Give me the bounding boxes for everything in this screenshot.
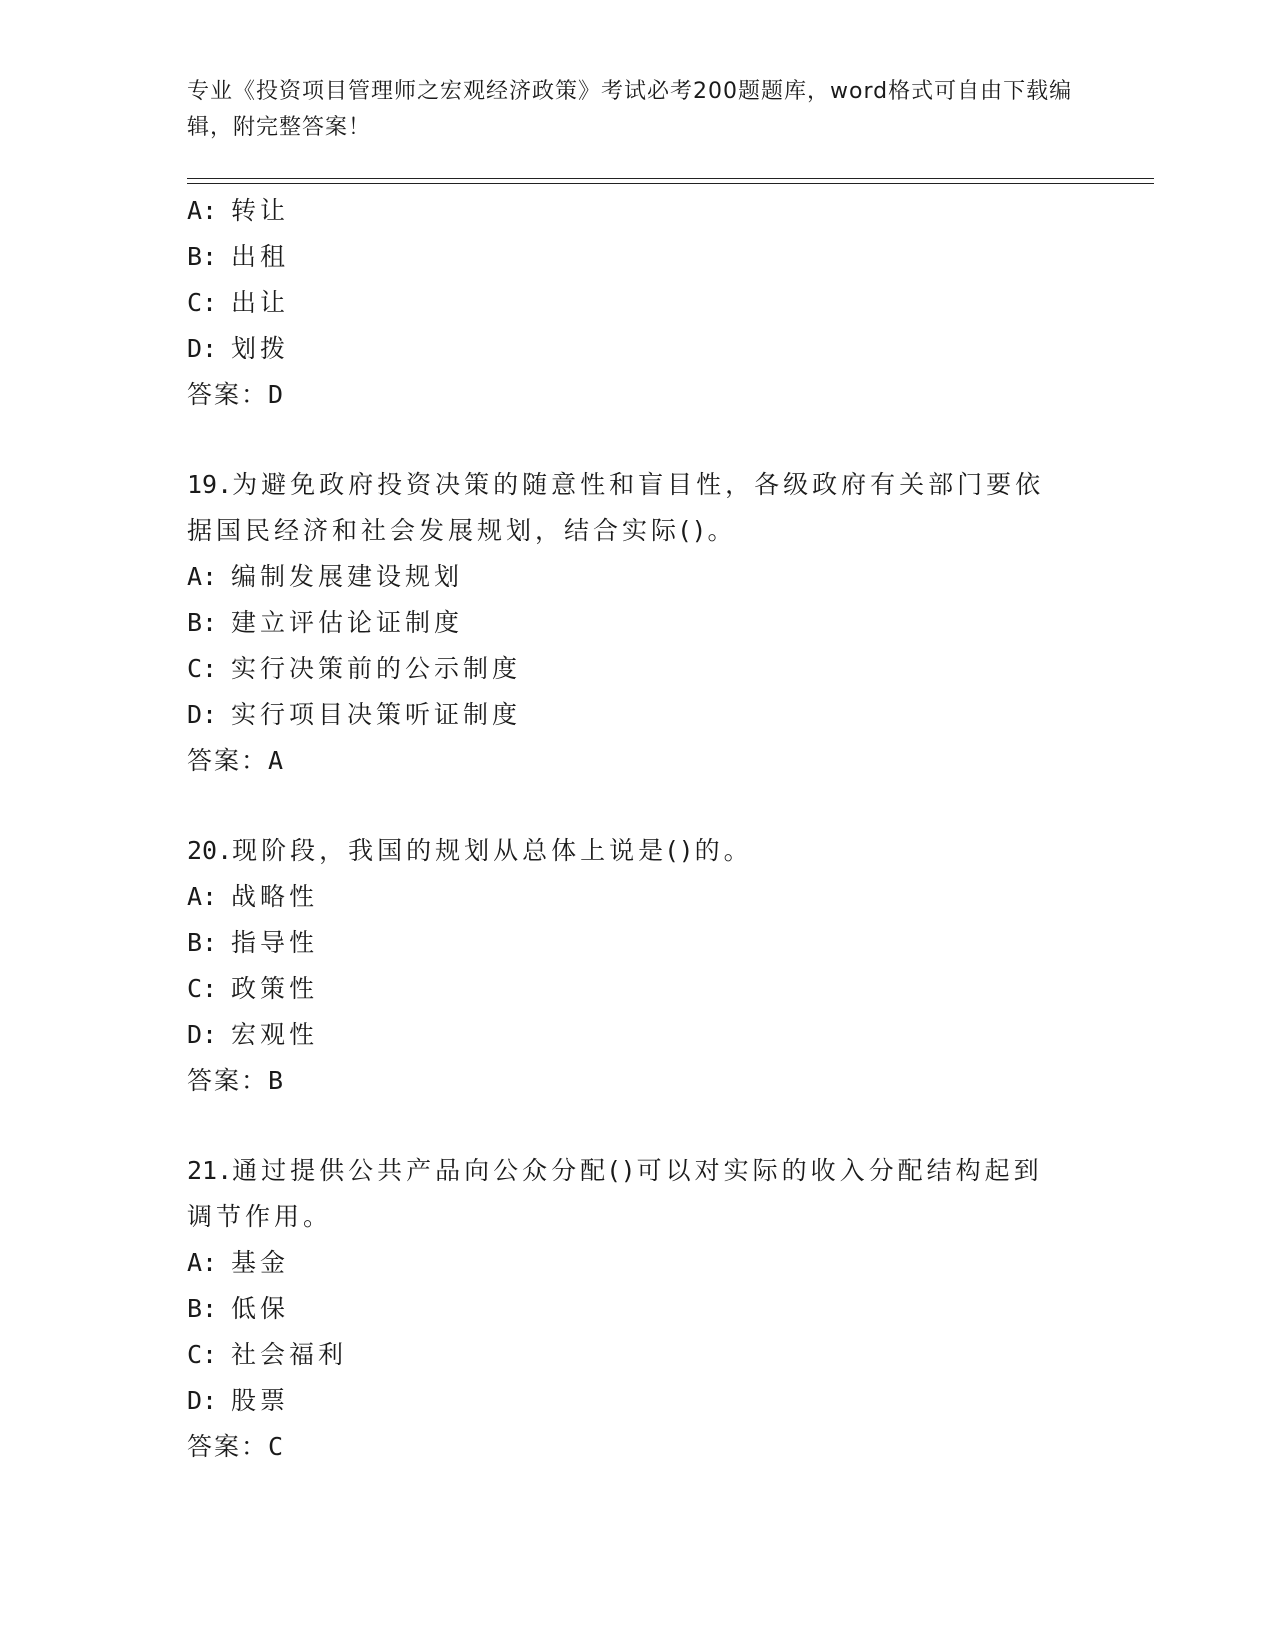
option-c [187,646,1087,692]
option-c [187,280,1087,326]
question-text [187,462,1067,554]
question-18-continued [187,188,1087,418]
option-a [187,1240,1087,1286]
question-number: 21. [187,1156,233,1185]
option-a [187,188,1087,234]
question-number: 20. [187,836,233,865]
option-text: 基金 [231,1248,290,1277]
question-text [187,1148,1067,1240]
answer-label: 答案： [187,746,269,775]
option-text: 低保 [231,1294,290,1323]
question-20 [187,828,1087,1104]
header-divider-top [187,178,1154,179]
option-b [187,1286,1087,1332]
option-d [187,1378,1087,1424]
answer-label: 答案： [187,1432,269,1461]
option-key: B: [187,928,218,957]
option-key: D: [187,700,218,729]
answer-line [187,1424,1087,1470]
option-b [187,234,1087,280]
question-number: 19. [187,470,233,499]
option-key: A: [187,562,218,591]
option-text: 实行决策前的公示制度 [231,654,522,683]
option-key: B: [187,242,218,271]
option-text: 编制发展建设规划 [231,562,464,591]
option-key: D: [187,1020,218,1049]
option-text: 建立评估论证制度 [231,608,464,637]
question-body: 为避免政府投资决策的随意性和盲目性，各级政府有关部门要依据国民经济和社会发展规划，结合实际()。 [187,470,1045,545]
option-key: D: [187,334,218,363]
option-c [187,966,1087,1012]
option-text: 出让 [231,288,290,317]
option-key: B: [187,608,218,637]
answer-value: B [268,1066,284,1095]
answer-line [187,372,1087,418]
option-text: 社会福利 [231,1340,348,1369]
option-a [187,554,1087,600]
answer-value: D [268,380,284,409]
option-text: 出租 [231,242,290,271]
header-divider-bottom [187,183,1154,184]
option-a [187,874,1087,920]
answer-line [187,1058,1087,1104]
option-key: C: [187,1340,218,1369]
option-text: 转让 [231,196,290,225]
option-d [187,326,1087,372]
question-body: 通过提供公共产品向公众分配()可以对实际的收入分配结构起到调节作用。 [187,1156,1043,1231]
option-key: D: [187,1386,218,1415]
option-key: C: [187,288,218,317]
option-key: C: [187,654,218,683]
option-b [187,600,1087,646]
option-b [187,920,1087,966]
option-key: B: [187,1294,218,1323]
option-text: 股票 [231,1386,290,1415]
answer-label: 答案： [187,1066,269,1095]
option-text: 政策性 [231,974,319,1003]
option-key: C: [187,974,218,1003]
option-d [187,692,1087,738]
option-text: 实行项目决策听证制度 [231,700,522,729]
option-key: A: [187,882,218,911]
option-text: 战略性 [231,882,319,911]
option-d [187,1012,1087,1058]
option-text: 宏观性 [231,1020,319,1049]
option-text: 划拨 [231,334,290,363]
document-header: 专业《投资项目管理师之宏观经济政策》考试必考200题题库，word格式可自由下载编辑，附完整答案！ [187,79,1073,140]
question-21 [187,1148,1087,1470]
option-key: A: [187,1248,218,1277]
question-19 [187,462,1087,784]
option-text: 指导性 [231,928,319,957]
question-body: 现阶段，我国的规划从总体上说是()的。 [232,836,753,865]
answer-label: 答案： [187,380,269,409]
question-list [187,188,1087,1470]
option-c [187,1332,1087,1378]
answer-line [187,738,1087,784]
option-key: A: [187,196,218,225]
question-text [187,828,1067,874]
answer-value: A [268,746,284,775]
answer-value: C [268,1432,284,1461]
